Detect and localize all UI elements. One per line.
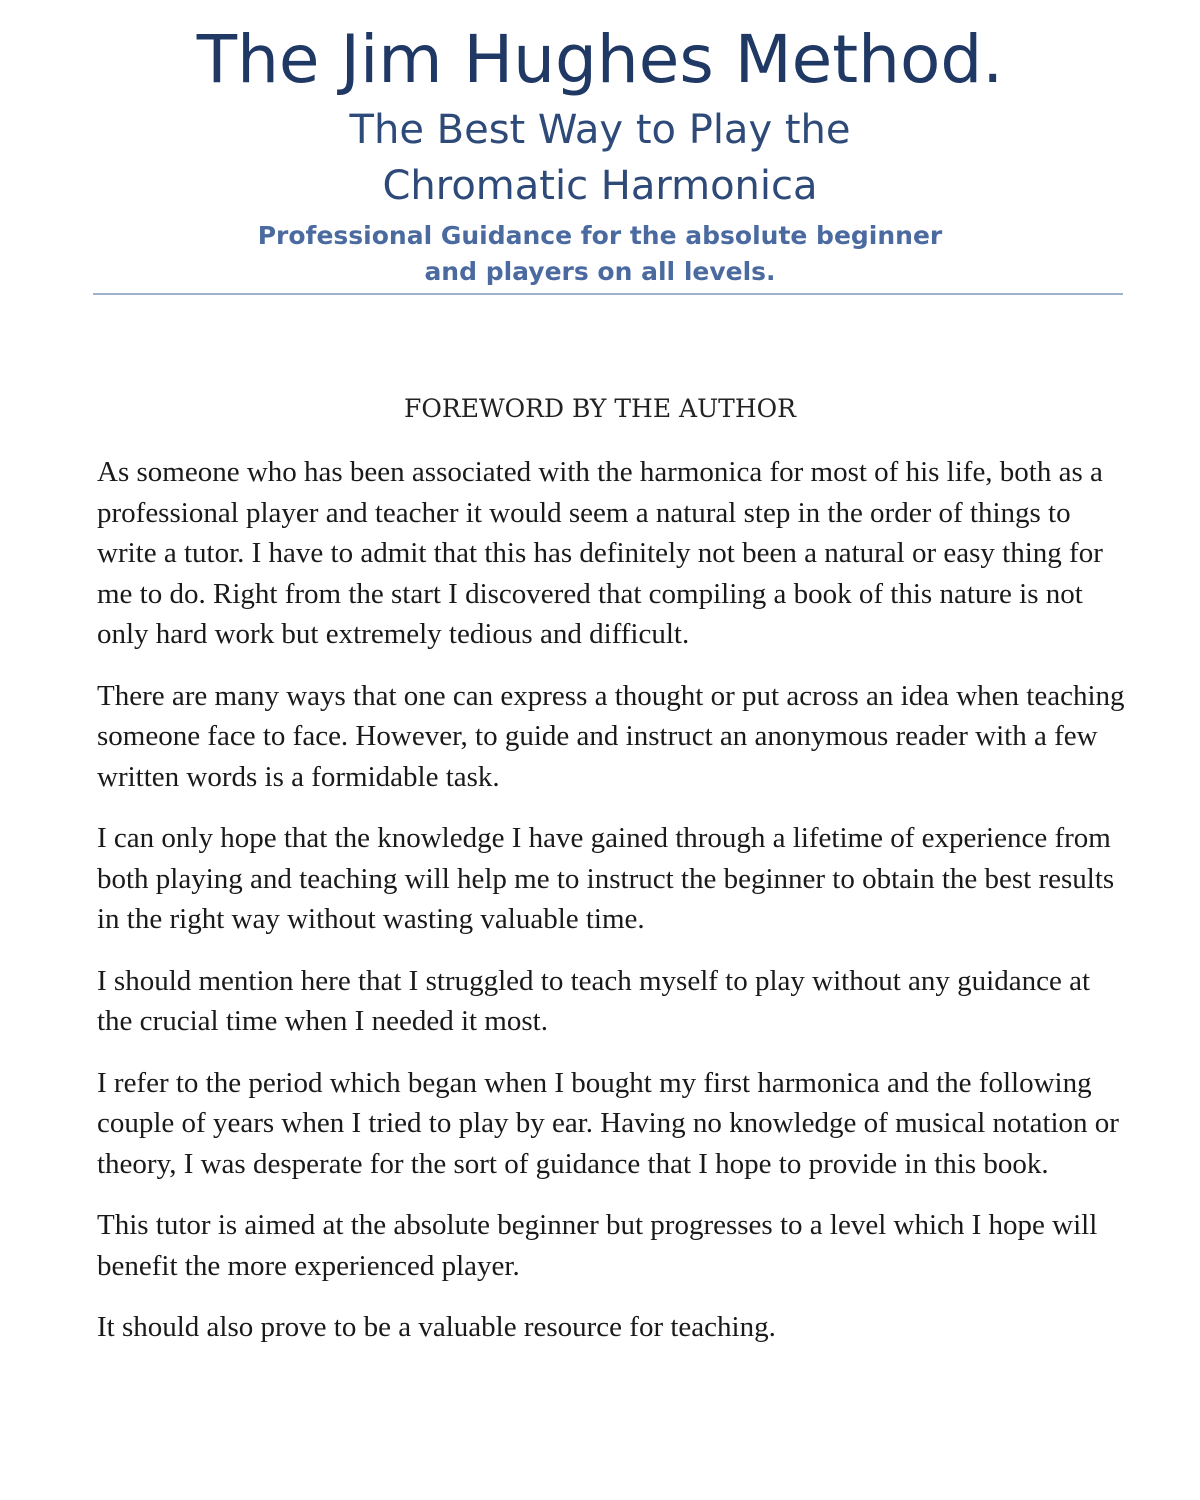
tagline-line-2: and players on all levels.	[424, 257, 776, 286]
foreword-paragraph: This tutor is aimed at the absolute beginner but progresses to a level which I hope will benefit the more experienced player.	[97, 1209, 1098, 1282]
foreword-paragraph: There are many ways that one can express a thought or put across an idea when teaching someone face to face. However, to guide and instruct an anonymous reader with a few written words is a formidable task.	[97, 679, 1125, 793]
document-title: The Jim Hughes Method.	[196, 21, 1004, 98]
foreword-body	[97, 452, 1127, 1369]
tagline-line-1: Professional Guidance for the absolute beginner	[257, 221, 943, 250]
header-divider	[93, 293, 1123, 295]
foreword-heading: FOREWORD BY THE AUTHOR	[404, 394, 796, 423]
foreword-paragraph: As someone who has been associated with the harmonica for most of his life, both as a professional player and teacher it would seem a natural step in the order of things to write a tutor. I have to admit that this has definitely not been a natural or easy thing for me to do. Right from the start I discovered that compiling a book of this nature is not only hard work but extremely tedious and difficult.	[97, 456, 1103, 650]
document-header	[0, 18, 1200, 290]
subtitle-line-1: The Best Way to Play the	[349, 107, 851, 153]
subtitle-line-2: Chromatic Harmonica	[382, 163, 818, 209]
foreword-paragraph: I can only hope that the knowledge I have gained through a lifetime of experience from both playing and teaching will help me to instruct the beginner to obtain the best results in the right way without wasting valuable time.	[97, 822, 1115, 935]
foreword-paragraph: I refer to the period which began when I bought my first harmonica and the following couple of years when I tried to play by ear. Having no knowledge of musical notation or theory, I was desperate for the sort of guidance that I hope to provide in this book.	[97, 1066, 1119, 1180]
foreword-paragraph: I should mention here that I struggled to teach myself to play without any guidance at the crucial time when I needed it most.	[97, 964, 1090, 1037]
foreword-paragraph: It should also prove to be a valuable resource for teaching.	[97, 1311, 776, 1343]
